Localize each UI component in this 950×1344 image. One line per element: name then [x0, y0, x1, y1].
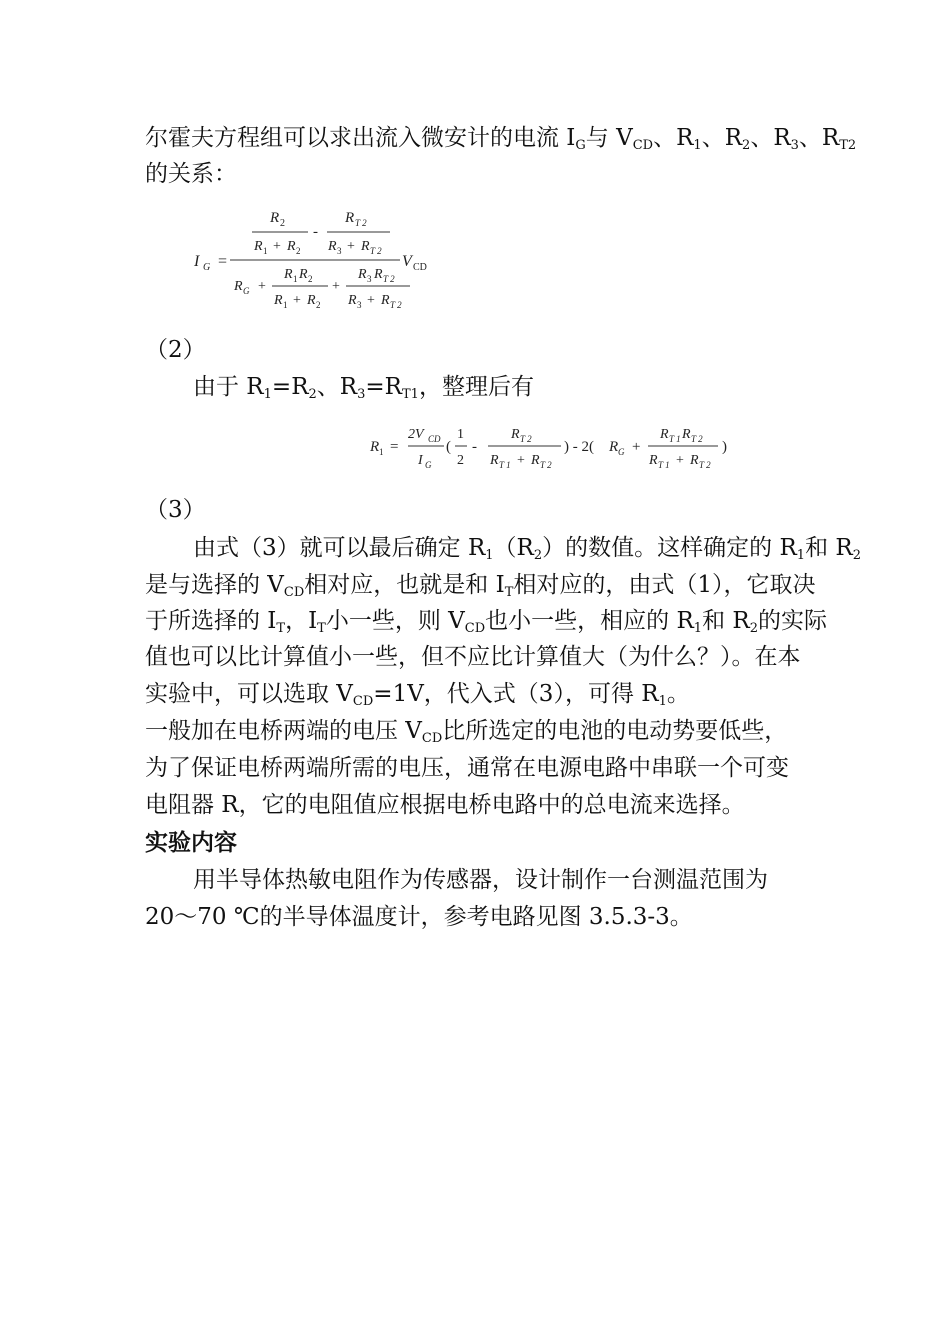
eq3-close: ) [722, 439, 727, 455]
eq2-r: R [299, 267, 308, 282]
eq2-sub: T 2 [355, 218, 367, 228]
eq2-eq: = [218, 253, 228, 270]
p1-sub: CD [283, 585, 305, 600]
p1-sub: 2 [533, 548, 543, 563]
eq3-plus: + [676, 453, 684, 468]
s2-sub: 3 [357, 387, 366, 402]
p2-sub: CD [421, 731, 443, 746]
eq2-r: R [254, 239, 263, 254]
eq3-sub: 1 [379, 447, 384, 457]
eq2-sub: 2 [296, 246, 301, 256]
eq2-i: I [194, 253, 200, 270]
p1-sub: 1 [658, 694, 667, 709]
intro-line-2-text: 的关系： [145, 161, 237, 187]
eq3-sub: T 2 [691, 434, 703, 444]
intro-r3: 、R [750, 125, 791, 151]
eq3-r: R [649, 453, 658, 468]
p1-sub: 2 [749, 621, 758, 636]
intro-line-1 [145, 124, 856, 160]
para2-line-1 [145, 717, 787, 753]
section-heading [145, 829, 237, 857]
eq3-g: G [425, 460, 432, 470]
eq3-g: G [618, 447, 625, 457]
p1-text: 也小一些，相应的 R [485, 608, 694, 634]
equation-2 [190, 200, 460, 320]
eq3-sub: T 1 [669, 434, 681, 444]
s2-sub: T1 [402, 387, 419, 402]
eq2-r: R [345, 210, 355, 226]
eq2-sub: 1 [293, 274, 298, 284]
para2-line-3 [145, 791, 745, 819]
p1-sub: T [276, 621, 286, 636]
eq2-sub: 2 [280, 218, 285, 229]
sub-3: 3 [790, 138, 799, 153]
intro-and: 与 V [585, 125, 633, 151]
eq2-r: R [328, 239, 337, 254]
eq2-plus: + [332, 279, 340, 294]
p1-text: 。 [666, 681, 690, 707]
para1-line-4 [145, 643, 801, 671]
para3-line-2 [145, 903, 693, 931]
eq3-sub: T 1 [658, 460, 670, 470]
p1-text: =1V，代入式（3），可得 R [373, 681, 659, 707]
eq2-sub: T 2 [390, 300, 402, 310]
sub-2: 2 [742, 138, 751, 153]
p1-sub: 1 [796, 548, 806, 563]
eq2-g: G [203, 262, 211, 273]
p1-text: 实验中，可以选取 V [145, 681, 353, 707]
eq2-r: R [374, 267, 383, 282]
para1-line-5 [145, 680, 690, 716]
eq2-sub: 1 [263, 246, 268, 256]
p1-text: 是与选择的 V [145, 572, 284, 598]
eq2-sub: 2 [316, 300, 321, 310]
p1-text: 的实际 [757, 608, 827, 634]
para1-line-1 [193, 534, 861, 570]
p1-sub: T [317, 621, 326, 636]
intro-r1: 、R [653, 125, 694, 151]
p2-text: 一般加在电桥两端的电压 V [145, 718, 422, 744]
p1-text: 相对应，也就是和 I [304, 572, 505, 598]
s2-d: =R [365, 374, 402, 400]
eq2-sub: T 2 [383, 274, 395, 284]
eq3-r: R [690, 453, 699, 468]
para1-line-2 [145, 571, 816, 607]
eq2-r: R [381, 293, 390, 308]
p1-text: 于所选择的 I [145, 608, 277, 634]
section-heading-text: 实验内容 [145, 830, 237, 856]
eq2-sub: 3 [367, 274, 372, 284]
eq3-2v: 2V [408, 427, 424, 442]
equation-2-label-text: （2） [145, 337, 206, 363]
p2-text: 为了保证电桥两端所需的电压，通常在电源电路中串联一个可变 [145, 755, 789, 781]
eq2-r: R [234, 279, 243, 294]
eq2-sub: 3 [337, 246, 342, 256]
eq2-plus: + [347, 239, 355, 254]
s2-b: =R [271, 374, 309, 400]
eq2-sub: 1 [283, 300, 288, 310]
intro-rt2: 、R [798, 125, 840, 151]
eq2-plus: + [293, 293, 301, 308]
s2-a: 由于 R [193, 374, 264, 400]
eq3-r: R [531, 453, 540, 468]
p1-text: （R [493, 535, 534, 561]
sub-g: G [575, 138, 586, 153]
eq3-cd: CD [428, 434, 441, 444]
p1-text: 和 R [805, 535, 853, 561]
eq2-r: R [348, 293, 357, 308]
eq2-cd: CD [413, 262, 427, 273]
eq2-r: R [284, 267, 293, 282]
eq3-sub: T 2 [540, 460, 552, 470]
p1-sub: 2 [852, 548, 861, 563]
para1-line-3 [145, 607, 827, 643]
equation-3-label [145, 496, 206, 524]
eq2-r: R [307, 293, 316, 308]
para2-line-2 [145, 754, 789, 782]
intro-line-2 [145, 160, 237, 188]
eq2-r: R [361, 239, 370, 254]
eq2-plus: + [258, 279, 266, 294]
sub-cd: CD [632, 138, 654, 153]
eq3-sub: T 2 [699, 460, 711, 470]
p2-text: 比所选定的电池的电动势要低些， [442, 718, 788, 744]
eq2-sub: G [243, 286, 250, 296]
eq3-lp: ( [446, 439, 451, 455]
p1-text: ）的数值。这样确定的 R [542, 535, 797, 561]
eq3-plus: + [517, 453, 525, 468]
eq3-minus: - [472, 439, 477, 455]
eq2-r: R [270, 210, 280, 226]
p1-sub: T [504, 585, 514, 600]
s2-c: 、R [316, 374, 358, 400]
eq3-r: R [370, 439, 380, 455]
s2-sub: 2 [308, 387, 317, 402]
eq3-i: I [418, 453, 423, 468]
sentence-after-eq2 [193, 373, 534, 409]
eq3-r: R [660, 427, 669, 442]
p1-text: 值也可以比计算值小一些，但不应比计算值大（为什么？）。在本 [145, 644, 801, 670]
p3-text: 20～70 ℃的半导体温度计，参考电路见图 3.5.3-3。 [145, 904, 693, 930]
p1-text: ，I [285, 608, 318, 634]
eq2-v: V [402, 253, 412, 270]
eq3-r: R [511, 427, 520, 442]
eq3-sub: T 2 [520, 434, 532, 444]
para3-line-1 [193, 866, 768, 894]
p1-sub: 1 [693, 621, 703, 636]
eq2-sub: T 2 [370, 246, 382, 256]
eq2-minus: - [313, 224, 318, 240]
equation-3 [366, 420, 746, 480]
eq3-rg: R [609, 439, 619, 455]
s2-e: ，整理后有 [418, 374, 534, 400]
eq2-plus: + [367, 293, 375, 308]
eq3-rp-minus: ) - 2( [564, 439, 594, 455]
eq2-sub: 3 [357, 300, 362, 310]
p1-text: 小一些，则 V [325, 608, 465, 634]
eq3-sub: T 1 [499, 460, 511, 470]
intro-r2: 、R [701, 125, 743, 151]
eq3-eq: = [390, 439, 399, 455]
p1-sub: 1 [485, 548, 494, 563]
eq3-r: R [490, 453, 499, 468]
eq3-r: R [682, 427, 691, 442]
eq3-plus: + [632, 439, 641, 455]
equation-2-label [145, 336, 206, 364]
p1-sub: CD [464, 621, 486, 636]
eq3-two: 2 [457, 453, 464, 468]
p3-text: 用半导体热敏电阻作为传感器，设计制作一台测温范围为 [193, 867, 768, 893]
eq2-r: R [358, 267, 367, 282]
p1-text: 和 R [702, 608, 750, 634]
eq2-plus: + [273, 239, 281, 254]
eq2-r: R [274, 293, 283, 308]
s2-sub: 1 [263, 387, 272, 402]
intro-text: 尔霍夫方程组可以求出流入微安计的电流 I [145, 125, 576, 151]
p1-text: 由式（3）就可以最后确定 R [193, 535, 486, 561]
p1-text: 相对应的，由式（1），它取决 [513, 572, 816, 598]
equation-3-label-text: （3） [145, 497, 206, 523]
eq2-r: R [287, 239, 296, 254]
p2-text: 电阻器 R，它的电阻值应根据电桥电路中的总电流来选择。 [145, 792, 745, 818]
eq2-sub: 2 [308, 274, 313, 284]
sub-1: 1 [693, 138, 702, 153]
p1-sub: CD [352, 694, 374, 709]
sub-t2: T2 [839, 138, 857, 153]
eq3-one: 1 [457, 427, 464, 442]
